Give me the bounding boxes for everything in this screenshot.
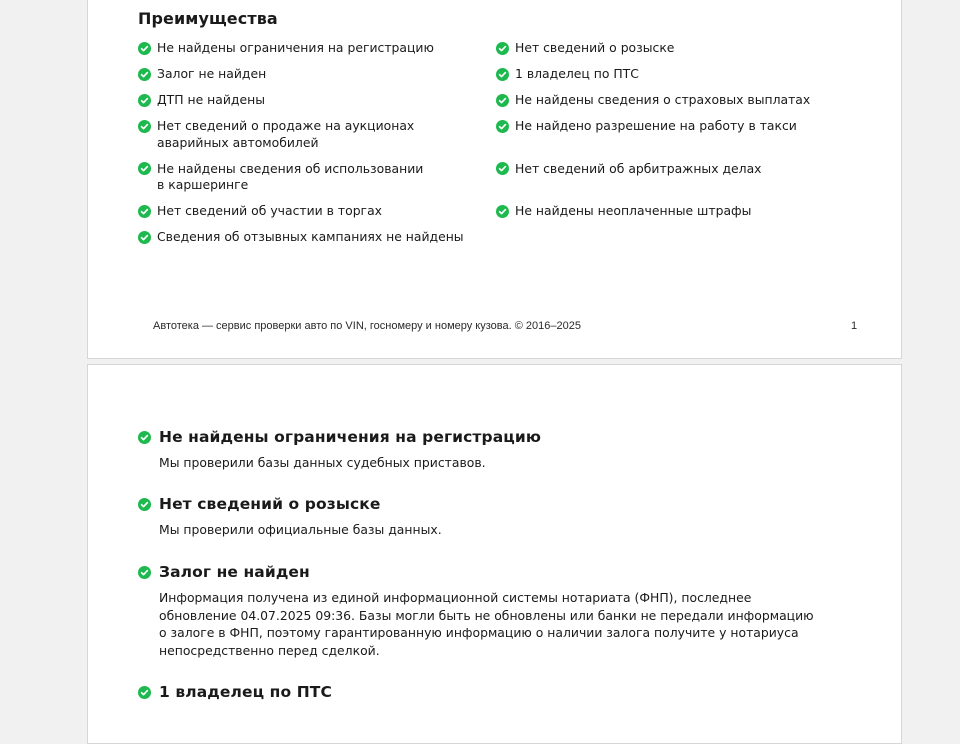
advantage-text: Залог не найден xyxy=(157,66,267,81)
section-body: Мы проверили официальные базы данных. xyxy=(159,522,442,537)
advantage-item xyxy=(496,92,826,109)
check-circle-icon xyxy=(496,94,509,107)
check-circle-icon xyxy=(496,68,509,81)
check-circle-icon xyxy=(138,94,151,107)
advantage-item xyxy=(138,203,488,220)
page-number: 1 xyxy=(851,320,858,332)
report-page-1 xyxy=(87,0,902,359)
section-body: Информация получена из единой информационной системы нотариата (ФНП), последнее обновление 04.07.2025 09:36. Базы могли быть не обновлены или банки не передали информацию о залоге в ФНП, поэтому гарантированную информацию о наличии залога получите у нотариуса непосредственно перед сделкой. xyxy=(159,590,814,658)
advantage-text: Нет сведений о розыске xyxy=(515,40,675,55)
advantage-text: Сведения об отзывных кампаниях не найдены xyxy=(157,229,464,244)
detail-section xyxy=(138,683,828,701)
advantage-item xyxy=(496,118,826,135)
advantage-item xyxy=(138,92,488,109)
advantage-item xyxy=(496,40,826,57)
advantage-text: Нет сведений о продаже на аукционах аварийных автомобилей xyxy=(157,118,415,150)
advantage-item xyxy=(138,118,488,151)
advantage-item xyxy=(138,229,488,246)
advantage-text: Не найдены сведения об использовании в каршеринге xyxy=(157,160,424,192)
advantage-item xyxy=(138,40,488,57)
advantage-text: Не найдены ограничения на регистрацию xyxy=(157,40,434,55)
advantage-item xyxy=(138,66,488,83)
advantage-text: ДТП не найдены xyxy=(157,92,265,107)
check-circle-icon xyxy=(496,162,509,175)
detail-section xyxy=(138,563,828,659)
check-circle-icon xyxy=(496,42,509,55)
report-page-2 xyxy=(87,364,902,744)
advantage-item xyxy=(496,203,826,220)
advantage-text: Не найдено разрешение на работу в такси xyxy=(515,118,797,133)
check-circle-icon xyxy=(138,566,151,579)
advantage-text: Нет сведений об арбитражных делах xyxy=(515,160,762,176)
check-circle-icon xyxy=(138,120,151,133)
section-title: Нет сведений о розыске xyxy=(159,495,381,513)
check-circle-icon xyxy=(138,162,151,175)
advantages-left-column xyxy=(138,40,488,246)
advantage-text: Не найдены сведения о страховых выплатах xyxy=(515,92,811,107)
check-circle-icon xyxy=(138,498,151,511)
advantages-title: Преимущества xyxy=(138,9,278,28)
advantages-right-column xyxy=(496,40,826,220)
check-circle-icon xyxy=(138,231,151,244)
check-circle-icon xyxy=(138,42,151,55)
advantage-text: Не найдены неоплаченные штрафы xyxy=(515,203,752,218)
check-circle-icon xyxy=(496,120,509,133)
check-circle-icon xyxy=(138,205,151,218)
advantage-text: 1 владелец по ПТС xyxy=(515,66,639,81)
section-header xyxy=(138,563,828,581)
page-footer-text: Автотека — сервис проверки авто по VIN, госномеру и номеру кузова. © 2016–2025 xyxy=(153,320,581,332)
detail-section xyxy=(138,428,828,472)
check-circle-icon xyxy=(496,205,509,218)
check-circle-icon xyxy=(138,686,151,699)
section-header xyxy=(138,495,828,513)
section-title: Залог не найден xyxy=(159,563,310,581)
section-title: Не найдены ограничения на регистрацию xyxy=(159,428,541,446)
advantage-item xyxy=(138,161,488,194)
advantage-item xyxy=(496,66,826,83)
check-circle-icon xyxy=(138,431,151,444)
advantage-item xyxy=(496,161,826,178)
check-circle-icon xyxy=(138,68,151,81)
section-header xyxy=(138,428,828,446)
section-body: Мы проверили базы данных судебных приставов. xyxy=(159,455,486,470)
advantage-text: Нет сведений об участии в торгах xyxy=(157,203,382,218)
detail-section xyxy=(138,495,828,539)
section-title: 1 владелец по ПТС xyxy=(159,683,332,701)
section-header xyxy=(138,683,828,701)
